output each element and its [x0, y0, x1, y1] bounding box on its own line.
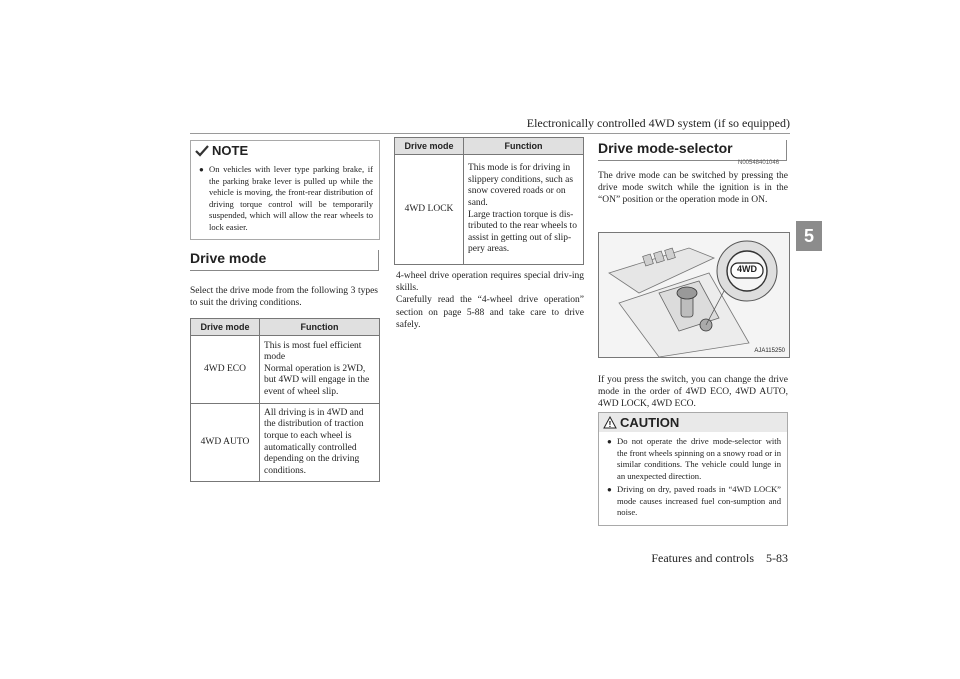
caution-item-text: Do not operate the drive mode-selector with the front wheels spinning on a snowy road or in similar conditions. The vehicle could lunge in an unexpected direction. [617, 436, 781, 481]
page-header-title: Electronically controlled 4WD system (if so equipped) [526, 116, 790, 130]
illustration-label: AJA115250 [754, 348, 785, 354]
note-body [191, 160, 379, 239]
function-cell: All driving is in 4WD and the distribution of traction torque to each wheel is automatically controlled depending on the driving conditions. [260, 404, 380, 482]
function-cell: This mode is for driving in slippery conditions, such as snow covered roads or on sand. Large traction torque is dis-tributed to the rear wheels to assist in getting out of slip-pery areas. [464, 155, 584, 265]
caution-item [607, 484, 781, 519]
col-drive-mode: Drive mode [395, 138, 464, 155]
caution-item-text: Driving on dry, paved roads in “4WD LOCK” mode causes increased fuel con-sumption and noise. [617, 484, 781, 517]
drive-mode-heading-text: Drive mode [190, 250, 267, 266]
svg-text:!: ! [608, 420, 612, 429]
drive-mode-table-2 [394, 137, 584, 265]
drive-mode-intro: Select the drive mode from the following 3 types to suit the driving conditions. [190, 286, 378, 309]
warning-triangle-icon [603, 416, 617, 429]
caution-body [599, 432, 787, 525]
table-row [191, 336, 380, 404]
note-header [191, 141, 379, 160]
drive-mode-table-1 [190, 318, 380, 482]
col-function: Function [260, 319, 380, 336]
function-cell: This is most fuel efficient mode Normal operation is 2WD, but 4WD will engage in the event of wheel slip. [260, 336, 380, 404]
drive-mode-selector-heading-text: Drive mode-selector [598, 140, 733, 156]
bullet-icon: ● [199, 165, 204, 174]
header-rule [190, 133, 790, 134]
switch-label: 4WD [737, 264, 757, 274]
table-header-row [395, 138, 584, 155]
selector-paragraph-2: If you press the switch, you can change the drive mode in the order of 4WD ECO, 4WD AUTO, 4WD LOCK, 4WD ECO. [598, 375, 788, 410]
bullet-icon: ● [607, 437, 612, 446]
caution-title: CAUTION [620, 415, 680, 430]
console-illustration [599, 233, 789, 357]
selector-paragraph-1: The drive mode can be switched by pressing the drive mode switch while the ignition is in the “ON” position or the operation mode in ON. [598, 171, 788, 206]
mode-cell: 4WD ECO [191, 336, 260, 404]
four-wheel-drive-paragraph: 4-wheel drive operation requires special driv-ing skills. Carefully read the “4-wheel drive operation” section on page 5-88 and take care to drive safely. [396, 271, 584, 330]
col-function: Function [464, 138, 584, 155]
bullet-icon: ● [607, 485, 612, 494]
note-title: NOTE [212, 143, 249, 158]
note-item-text: On vehicles with lever type parking brake, if the parking brake lever is pulled up while the vehicle is moving, the front-rear distribution of driving torque control will be temporarily suspended, which will allow the rear wheels to lock easier. [209, 164, 373, 232]
checkmark-icon [195, 145, 209, 157]
mode-cell: 4WD AUTO [191, 404, 260, 482]
col-drive-mode: Drive mode [191, 319, 260, 336]
section-code: N00548401046 [738, 160, 780, 166]
note-item [199, 164, 373, 233]
chapter-tab: 5 [796, 221, 822, 251]
page-footer: Features and controls 5-83 [651, 551, 788, 565]
table-header-row [191, 319, 380, 336]
caution-box [598, 412, 788, 526]
note-box [190, 140, 380, 240]
mode-cell: 4WD LOCK [395, 155, 464, 265]
caution-header [599, 413, 787, 432]
drive-mode-switch-illustration [598, 232, 790, 358]
drive-mode-selector-heading [598, 140, 787, 161]
caution-item [607, 436, 781, 482]
drive-mode-heading [190, 250, 379, 271]
table-row [395, 155, 584, 265]
table-row [191, 404, 380, 482]
